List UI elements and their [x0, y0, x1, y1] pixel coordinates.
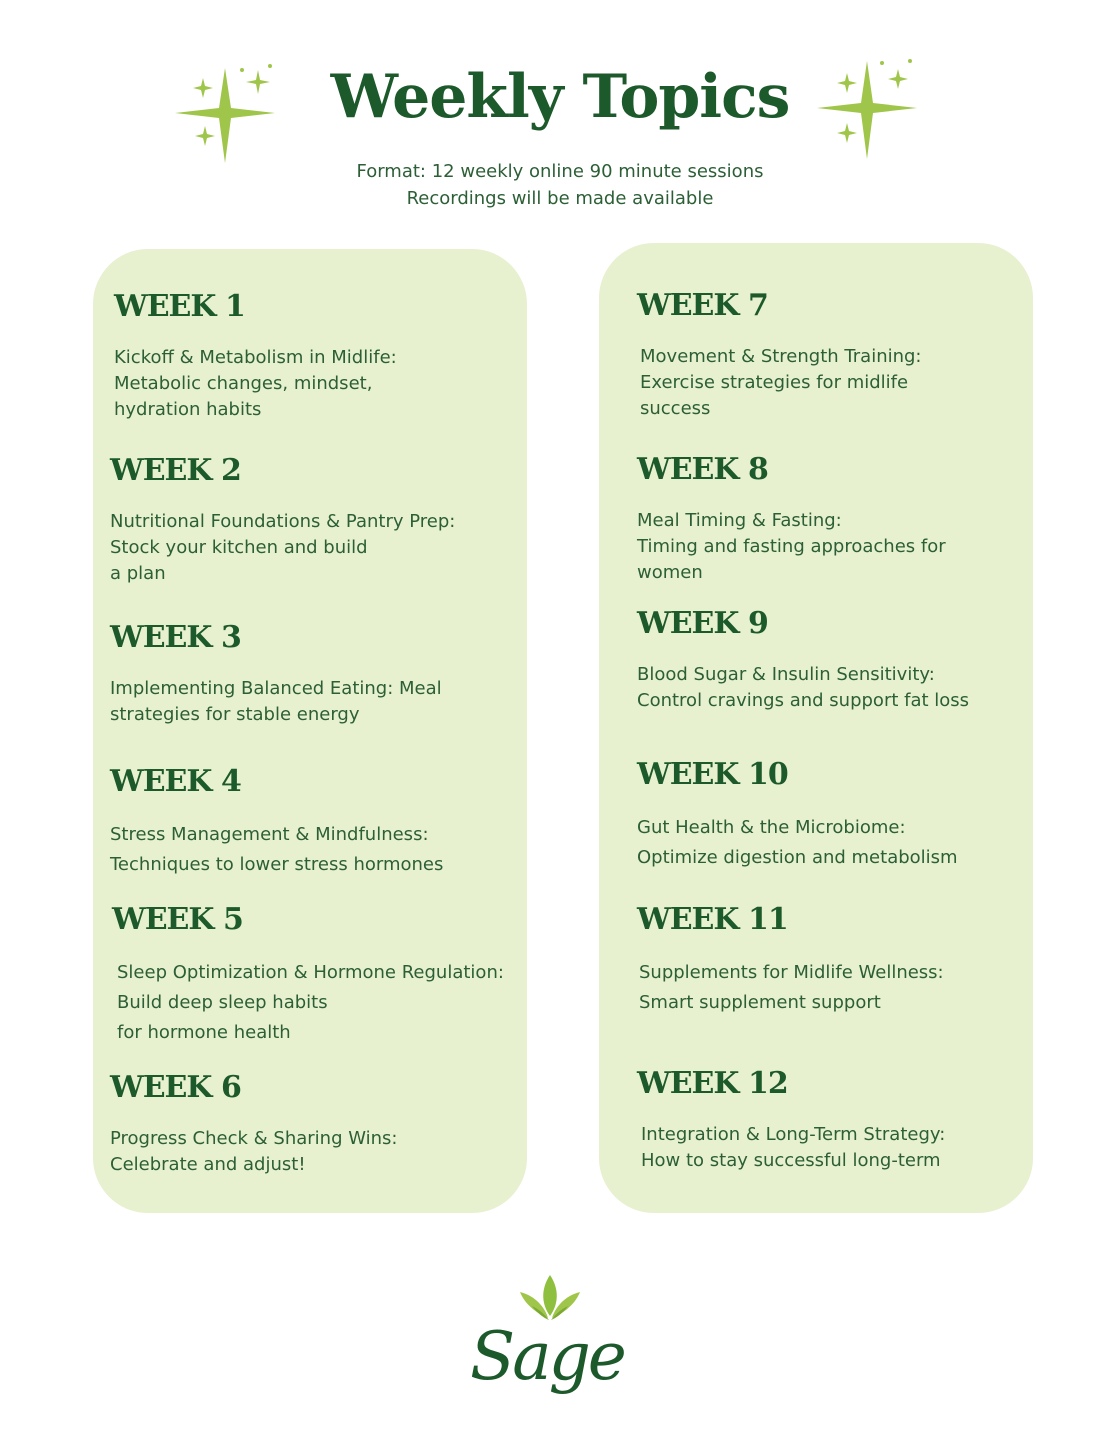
week-8-block — [637, 452, 1047, 586]
week-5-block — [112, 902, 522, 1048]
week-description: Sleep Optimization & Hormone Regulation: Build deep sleep habits for hormone health — [117, 962, 504, 1043]
week-description: Gut Health & the Microbiome: Optimize digestion and metabolism — [637, 817, 958, 868]
week-9-block — [637, 606, 1047, 714]
week-description: Blood Sugar & Insulin Sensitivity: Control cravings and support fat loss — [637, 664, 970, 711]
week-heading: WEEK 9 — [637, 606, 768, 641]
week-heading: WEEK 2 — [110, 453, 241, 488]
week-4-block — [110, 764, 520, 880]
weeks-1-6-panel — [93, 249, 527, 1213]
week-2-block — [110, 453, 520, 587]
week-description: Meal Timing & Fasting: Timing and fasting approaches for women — [637, 510, 946, 583]
week-6-block — [110, 1070, 520, 1178]
week-heading: WEEK 1 — [114, 289, 245, 324]
week-10-block — [637, 757, 1047, 873]
week-7-block — [637, 288, 1047, 422]
week-1-block — [114, 289, 524, 423]
week-heading: WEEK 11 — [637, 902, 788, 937]
week-description: Movement & Strength Training: Exercise strategies for midlife success — [640, 346, 922, 419]
format-line: Format: 12 weekly online 90 minute sessions — [356, 161, 764, 182]
week-description: Kickoff & Metabolism in Midlife: Metabolic changes, mindset, hydration habits — [114, 347, 397, 420]
sage-logo — [470, 1270, 624, 1420]
week-heading: WEEK 3 — [110, 620, 241, 655]
week-heading: WEEK 4 — [110, 764, 241, 799]
week-description: Implementing Balanced Eating: Meal strategies for stable energy — [110, 678, 442, 725]
week-11-block — [637, 902, 1047, 1018]
week-description: Supplements for Midlife Wellness: Smart supplement support — [639, 962, 944, 1013]
week-description: Integration & Long-Term Strategy: How to stay successful long-term — [641, 1124, 946, 1171]
week-heading: WEEK 5 — [112, 902, 243, 937]
week-heading: WEEK 8 — [637, 452, 768, 487]
week-12-block — [637, 1066, 1047, 1174]
weeks-7-12-panel — [599, 243, 1033, 1213]
recording-line: Recordings will be made available — [406, 188, 714, 209]
week-heading: WEEK 10 — [637, 757, 788, 792]
week-description: Nutritional Foundations & Pantry Prep: Stock your kitchen and build a plan — [110, 511, 456, 584]
week-heading: WEEK 6 — [110, 1070, 241, 1105]
logo-wordmark: Sage — [470, 1318, 624, 1395]
week-3-block — [110, 620, 520, 728]
week-description: Progress Check & Sharing Wins: Celebrate and adjust! — [110, 1128, 398, 1175]
page-title: Weekly Topics — [330, 62, 790, 132]
week-heading: WEEK 12 — [637, 1066, 788, 1101]
week-heading: WEEK 7 — [637, 288, 768, 323]
week-description: Stress Management & Mindfulness: Techniques to lower stress hormones — [110, 824, 444, 875]
